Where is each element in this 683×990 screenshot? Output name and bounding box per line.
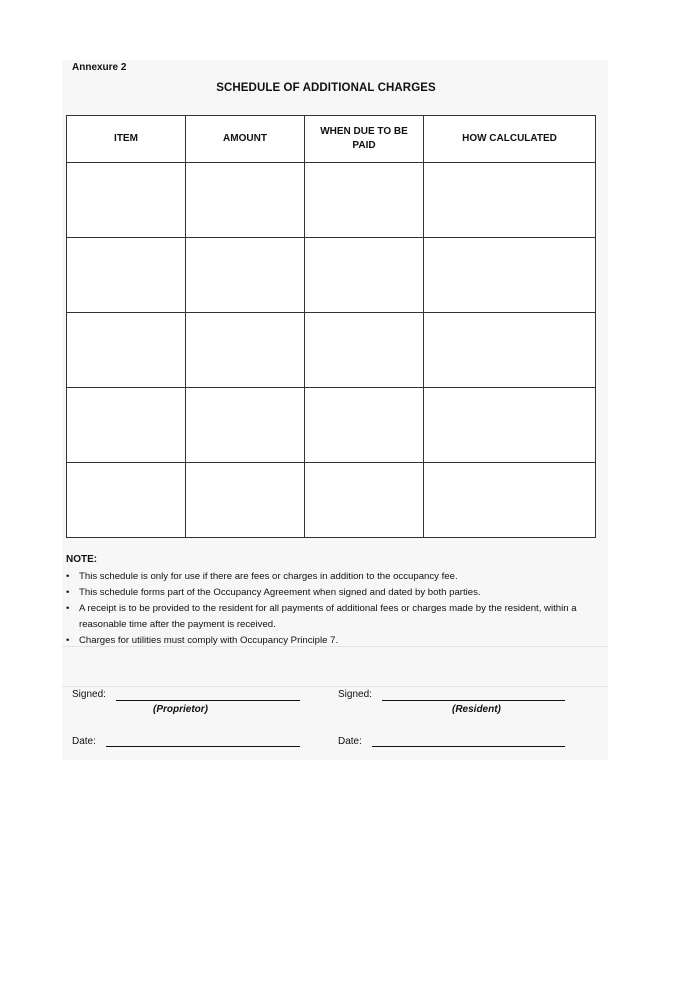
additional-charges-table: [66, 115, 596, 538]
note-list: [66, 569, 606, 649]
proprietor-date-label: Date:: [72, 736, 96, 747]
note-item-text: Charges for utilities must comply with Occupancy Principle 7.: [79, 635, 339, 646]
table-cell-item[interactable]: [67, 388, 186, 463]
page-title: SCHEDULE OF ADDITIONAL CHARGES: [216, 82, 436, 94]
table-row: [67, 313, 596, 388]
annexure-label: Annexure 2: [72, 62, 127, 73]
bullet-icon: •: [66, 571, 70, 582]
divider: [62, 686, 608, 687]
table-cell-item[interactable]: [67, 463, 186, 538]
proprietor-role-label: (Proprietor): [153, 704, 208, 715]
table-cell-how-calculated[interactable]: [424, 463, 596, 538]
table-row: [67, 163, 596, 238]
table-cell-how-calculated[interactable]: [424, 388, 596, 463]
resident-date-line[interactable]: [372, 746, 565, 747]
table-cell-item[interactable]: [67, 238, 186, 313]
column-header-when-due-line2: PAID: [352, 140, 376, 151]
table-header-row: [67, 116, 596, 163]
bullet-icon: •: [66, 635, 70, 646]
proprietor-signed-label: Signed:: [72, 689, 106, 700]
table-cell-when-due[interactable]: [305, 313, 424, 388]
table-cell-amount[interactable]: [186, 313, 305, 388]
proprietor-date-line[interactable]: [106, 746, 300, 747]
table-cell-item[interactable]: [67, 163, 186, 238]
column-header-when-due-line1: WHEN DUE TO BE: [320, 126, 408, 137]
note-item: [66, 585, 606, 601]
table-cell-when-due[interactable]: [305, 163, 424, 238]
table-cell-amount[interactable]: [186, 163, 305, 238]
note-item-text: This schedule forms part of the Occupancy Agreement when signed and dated by both parties.: [79, 587, 481, 598]
table-cell-when-due[interactable]: [305, 463, 424, 538]
table-row: [67, 463, 596, 538]
table-cell-item[interactable]: [67, 313, 186, 388]
resident-signed-label: Signed:: [338, 689, 372, 700]
bullet-icon: •: [66, 587, 70, 598]
table-cell-how-calculated[interactable]: [424, 163, 596, 238]
column-header-when-due: [305, 116, 424, 163]
table-row: [67, 238, 596, 313]
table-cell-when-due[interactable]: [305, 238, 424, 313]
resident-date-label: Date:: [338, 736, 362, 747]
table-cell-when-due[interactable]: [305, 388, 424, 463]
table-cell-how-calculated[interactable]: [424, 313, 596, 388]
note-item-text: This schedule is only for use if there are fees or charges in addition to the occupancy fee.: [79, 571, 458, 582]
column-header-how-calculated: HOW CALCULATED: [424, 116, 596, 163]
table-cell-amount[interactable]: [186, 463, 305, 538]
note-heading: NOTE:: [66, 554, 98, 565]
table-cell-amount[interactable]: [186, 238, 305, 313]
resident-signature-line[interactable]: [382, 700, 565, 701]
divider: [62, 646, 608, 647]
table-row: [67, 388, 596, 463]
note-item: [66, 601, 606, 633]
proprietor-signature-line[interactable]: [116, 700, 300, 701]
table-cell-how-calculated[interactable]: [424, 238, 596, 313]
bullet-icon: •: [66, 603, 70, 614]
note-item-text: A receipt is to be provided to the resident for all payments of additional fees or charges made by the resident, within a reasonable time after the payment is received.: [79, 603, 577, 630]
note-item: [66, 569, 606, 585]
column-header-amount: AMOUNT: [186, 116, 305, 163]
resident-role-label: (Resident): [452, 704, 501, 715]
table-cell-amount[interactable]: [186, 388, 305, 463]
column-header-item: ITEM: [67, 116, 186, 163]
